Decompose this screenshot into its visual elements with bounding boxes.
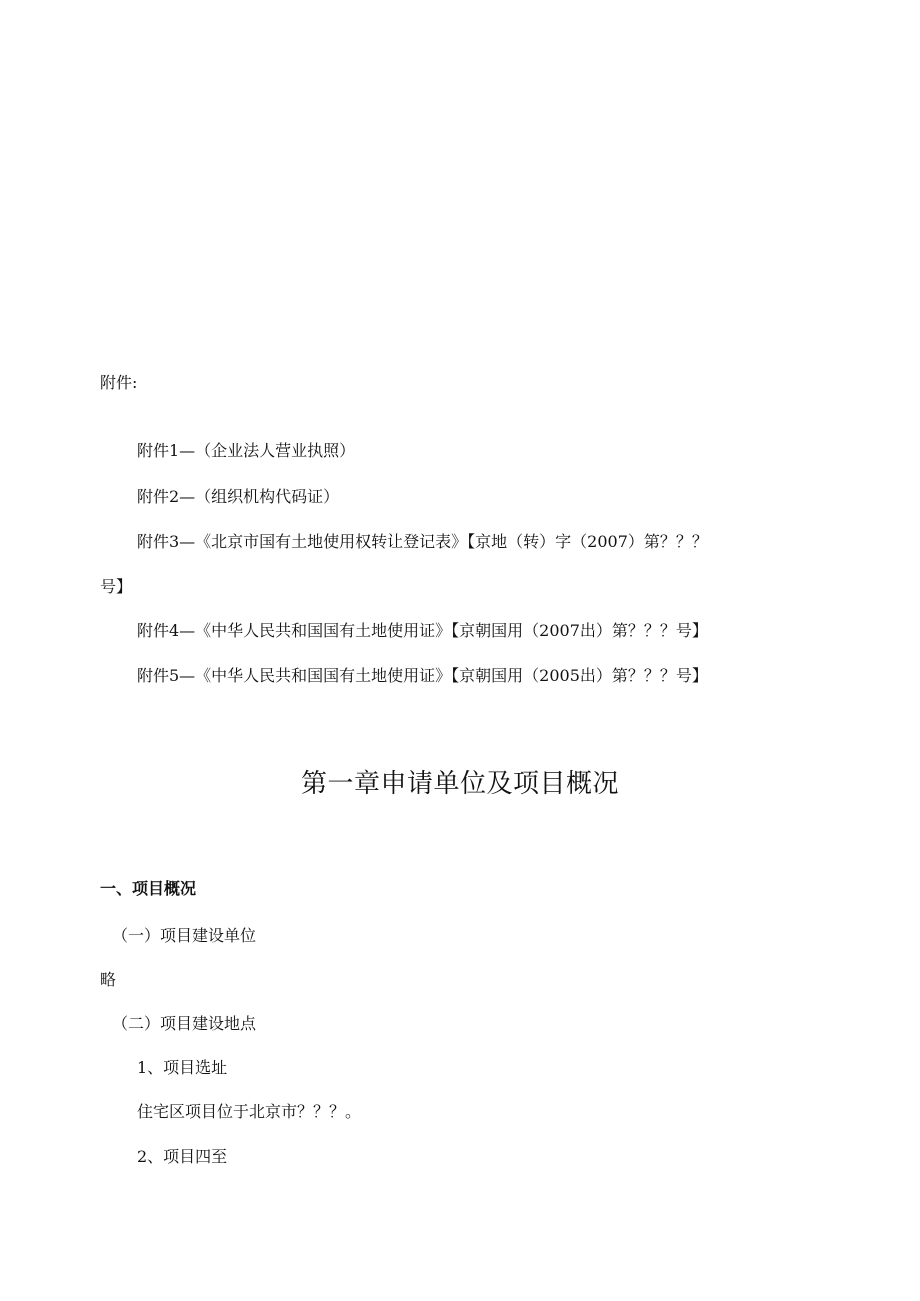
item-heading-site-boundaries: 2、项目四至: [137, 1147, 228, 1166]
construction-unit-body: 略: [100, 970, 117, 989]
attachment-item-2: 附件2—（组织机构代码证）: [137, 487, 340, 506]
subsection-heading-construction-unit: （一）项目建设单位: [112, 926, 257, 945]
attachment-item-5: 附件5—《中华人民共和国国有土地使用证》【京朝国用（2005出）第？？？号】: [137, 666, 708, 685]
section-heading-overview: 一、项目概况: [100, 879, 197, 898]
subsection-heading-construction-site: （二）项目建设地点: [112, 1014, 257, 1033]
attachments-label: 附件:: [100, 373, 138, 392]
attachment-item-4: 附件4—《中华人民共和国国有土地使用证》【京朝国用（2007出）第？？？号】: [137, 621, 708, 640]
attachment-item-3: 附件3—《北京市国有土地使用权转让登记表》【京地（转）字（2007）第？？？: [137, 532, 708, 551]
site-selection-body: 住宅区项目位于北京市？？？。: [137, 1102, 362, 1121]
item-heading-site-selection: 1、项目选址: [137, 1058, 228, 1077]
attachment-item-3-continuation: 号】: [100, 577, 133, 596]
attachment-item-1: 附件1—（企业法人营业执照）: [137, 441, 356, 460]
chapter-title: 第一章申请单位及项目概况: [300, 769, 619, 799]
